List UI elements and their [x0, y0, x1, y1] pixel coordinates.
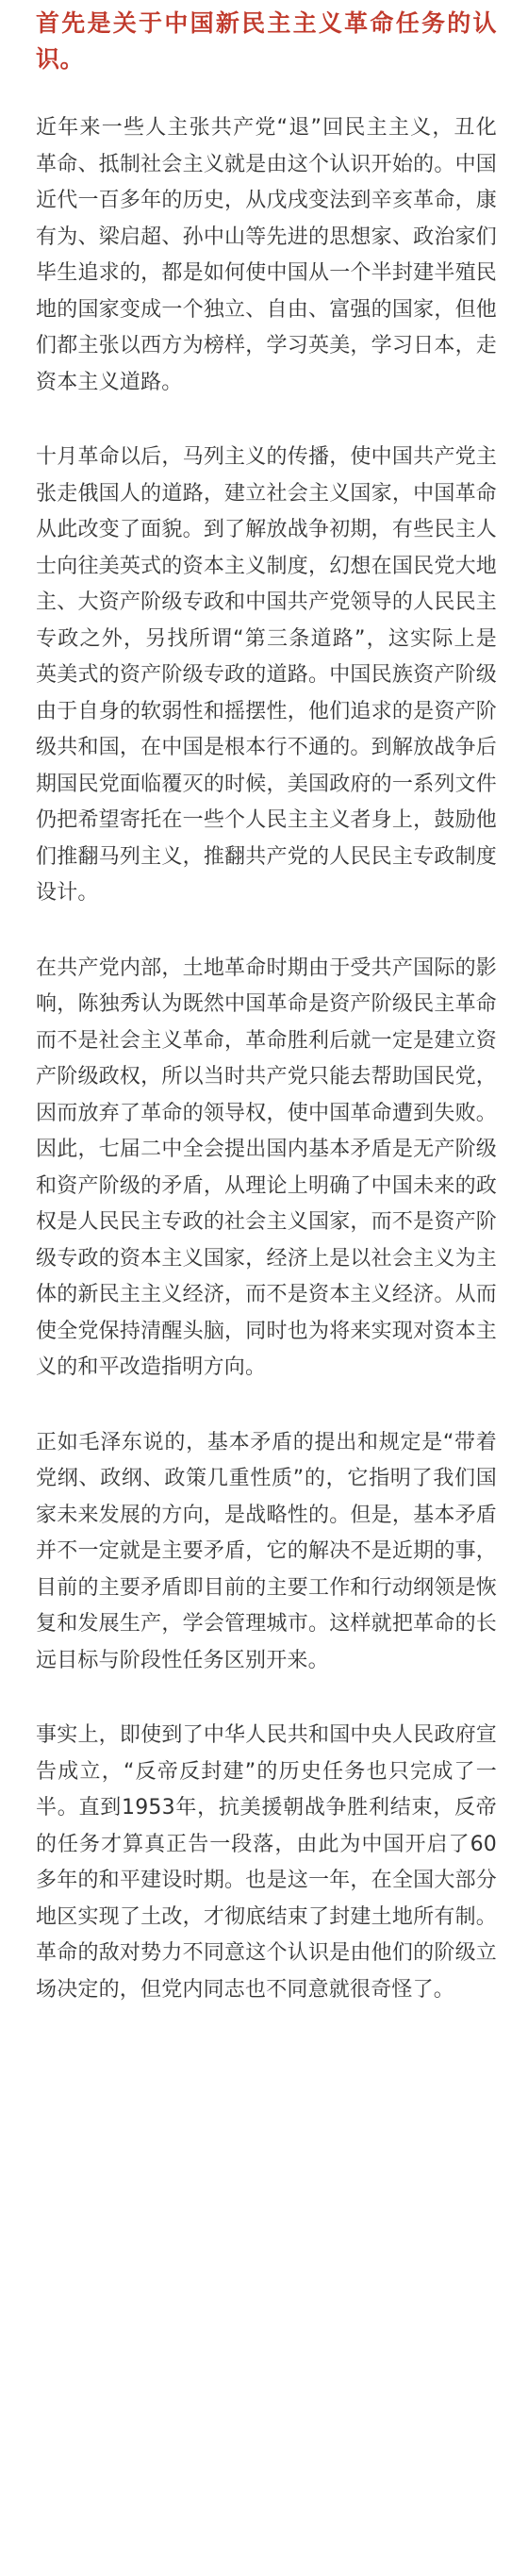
paragraph-1: 近年来一些人主张共产党“退”回民主主义，丑化革命、抵制社会主义就是由这个认识开始的。中国近代一百多年的历史，从戊戌变法到辛亥革命，康有为、梁启超、孙中山等先进的思想家、政治家们毕生追求的，都是如何使中国从一个半封建半殖民地的国家变成一个独立、自由、富强的国家，但他们都主张以西方为榜样，学习英美，学习日本，走资本主义道路。 [36, 116, 497, 394]
paragraph-2: 十月革命以后，马列主义的传播，使中国共产党主张走俄国人的道路，建立社会主义国家，中国革命从此改变了面貌。到了解放战争初期，有些民主人士向往美英式的资本主义制度，幻想在国民党大地主、大资产阶级专政和中国共产党领导的人民民主专政之外，另找所谓“第三条道路”，这实际上是英美式的资产阶级专政的道路。中国民族资产阶级由于自身的软弱性和摇摆性，他们追求的是资产阶级共和国，在中国是根本行不通的。到解放战争后期国民党面临覆灭的时候，美国政府的一系列文件仍把希望寄托在一些个人民主主义者身上，鼓励他们推翻马列主义，推翻共产党的人民民主专政制度设计。 [36, 445, 497, 905]
paragraph-3: 在共产党内部，土地革命时期由于受共产国际的影响，陈独秀认为既然中国革命是资产阶级民主革命而不是社会主义革命，革命胜利后就一定是建立资产阶级政权，所以当时共产党只能去帮助国民党，因而放弃了革命的领导权，使中国革命遭到失败。因此，七届二中全会提出国内基本矛盾是无产阶级和资产阶级的矛盾，从理论上明确了中国未来的政权是人民民主专政的社会主义国家，而不是资产阶级专政的资本主义国家，经济上是以社会主义为主体的新民主主义经济，而不是资本主义经济。从而使全党保持清醒头脑，同时也为将来实现对资本主义的和平改造指明方向。 [36, 956, 497, 1379]
section-heading: 首先是关于中国新民主主义革命任务的认识。 [36, 9, 497, 73]
paragraph-4: 正如毛泽东说的，基本矛盾的提出和规定是“带着党纲、政纲、政策几重性质”的，它指明了我们国家未来发展的方向，是战略性的。但是，基本矛盾并不一定就是主要矛盾，它的解决不是近期的事，目前的主要矛盾即目前的主要工作和行动纲领是恢复和发展生产，学会管理城市。这样就把革命的长远目标与阶段性任务区别开来。 [36, 1430, 497, 1672]
article-body [36, 6, 497, 2008]
paragraph-5: 事实上，即使到了中华人民共和国中央人民政府宣告成立，“反帝反封建”的历史任务也只完成了一半。直到1953年，抗美援朝战争胜利结束，反帝的任务才算真正告一段落，由此为中国开启了60多年的和平建设时期。也是这一年，在全国大部分地区实现了土改，才彻底结束了封建土地所有制。革命的敌对势力不同意这个认识是由他们的阶级立场决定的，但党内同志也不同意就很奇怪了。 [36, 1723, 497, 2002]
